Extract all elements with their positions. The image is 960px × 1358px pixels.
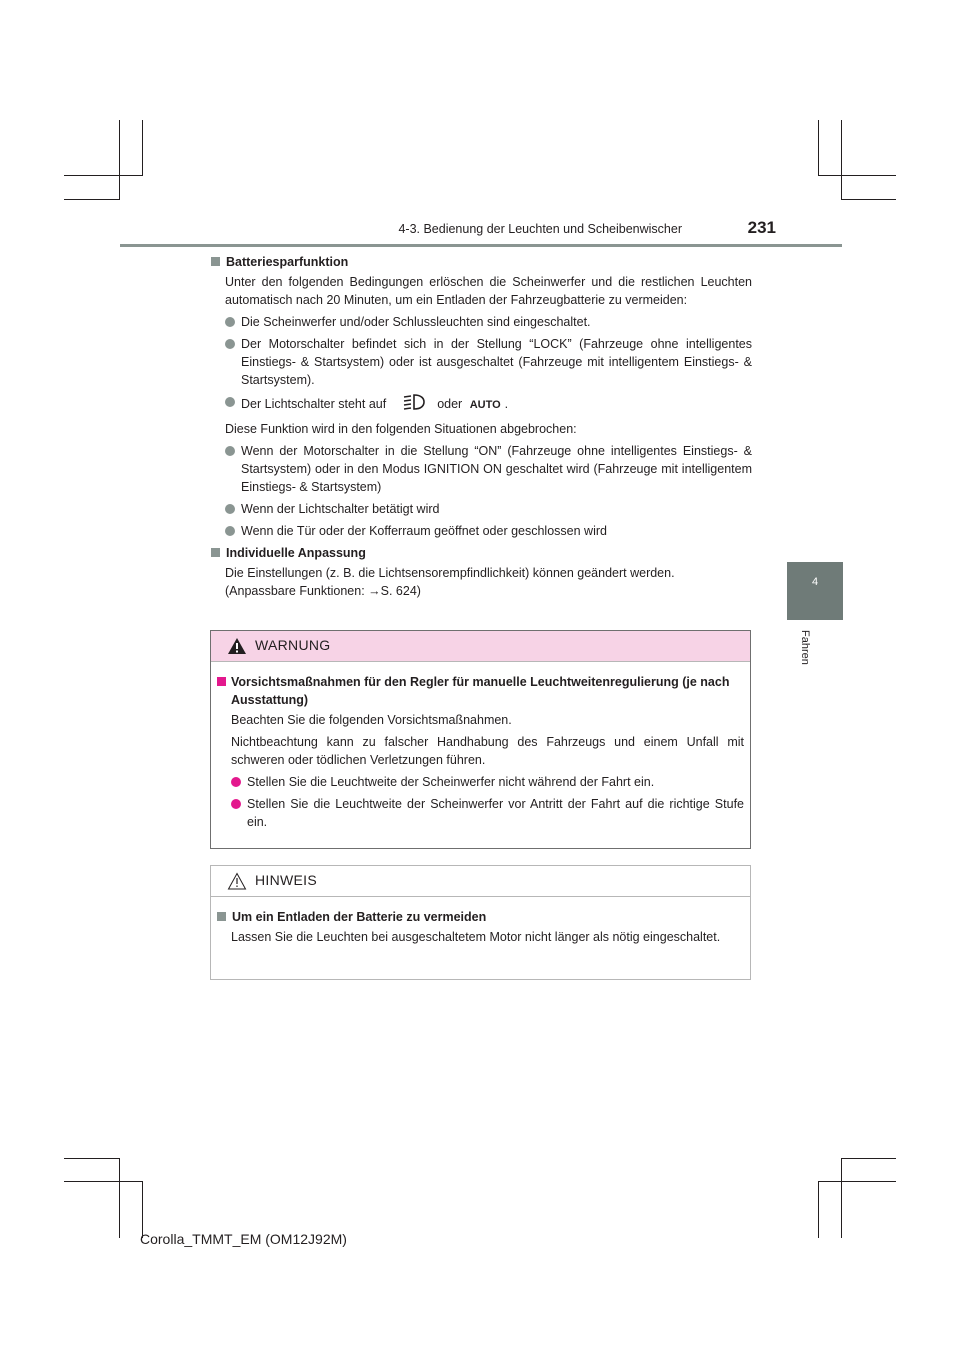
square-bullet-icon	[217, 677, 226, 686]
warning-consequence: Nichtbeachtung kann zu falscher Handhabung des Fahrzeugs und einem Unfall mit schweren oder tödlichen Verletzungen führen.	[231, 735, 744, 767]
crop-mark	[818, 1181, 896, 1182]
battery-saver-intro: Unter den folgenden Bedingungen erlöschen die Scheinwerfer und die restlichen Leuchten automatisch nach 20 Minuten, um ein Entladen der Fahrzeugbatterie zu vermeiden:	[225, 275, 752, 307]
square-bullet-icon	[217, 912, 226, 921]
crop-mark	[119, 1158, 120, 1238]
section-title: 4-3. Bedienung der Leuchten und Scheibenwischer	[398, 222, 682, 236]
battery-saver-heading: Batteriesparfunktion	[211, 253, 752, 271]
crop-mark	[818, 1181, 819, 1238]
crop-mark	[818, 120, 819, 176]
crop-mark	[841, 199, 896, 200]
list-item: Wenn der Motorschalter in die Stellung “ON” (Fahrzeuge ohne intelligentes Einstiegs- & Startsystem) oder in den Modus IGNITION ON geschaltet wird (Fahrzeuge mit intelligentem Einstiegs- & Startsystem)	[211, 442, 752, 496]
chapter-tab	[787, 562, 843, 620]
bullet-icon	[231, 777, 241, 787]
crop-mark	[818, 175, 896, 176]
bullet-icon	[225, 317, 235, 327]
page-number: 231	[747, 218, 776, 237]
caution-triangle-icon	[227, 872, 247, 895]
bullet-icon	[225, 446, 235, 456]
chapter-number: 4	[811, 576, 819, 588]
customization-heading: Individuelle Anpassung	[211, 544, 752, 562]
list-item: Die Scheinwerfer und/oder Schlussleuchten sind eingeschaltet.	[211, 313, 752, 331]
notice-heading: Um ein Entladen der Batterie zu vermeiden	[217, 908, 744, 926]
warning-intro: Beachten Sie die folgenden Vorsichtsmaßnahmen.	[231, 713, 512, 727]
footer-text: Corolla_TMMT_EM (OM12J92M)	[140, 1231, 347, 1247]
notice-title: HINWEIS	[255, 872, 317, 888]
bullet-icon	[231, 799, 241, 809]
warning-title: WARNUNG	[255, 637, 331, 653]
main-content	[211, 253, 752, 600]
crop-mark	[64, 175, 143, 176]
customization-text: Die Einstellungen (z. B. die Lichtsensorempfindlichkeit) können geändert werden.	[225, 566, 675, 580]
bullet-icon	[225, 339, 235, 349]
list-item: Wenn die Tür oder der Kofferraum geöffnet oder geschlossen wird	[211, 522, 752, 540]
notice-box	[210, 865, 751, 980]
bullet-icon	[225, 526, 235, 536]
list-item: Der Lichtschalter steht auf oder AUTO .	[211, 393, 752, 416]
crop-mark	[142, 120, 143, 176]
cancel-intro: Diese Funktion wird in den folgenden Situationen abgebrochen:	[225, 422, 577, 436]
crop-mark	[142, 1181, 143, 1238]
square-bullet-icon	[211, 548, 220, 557]
crop-mark	[119, 120, 120, 200]
bullet-icon	[225, 504, 235, 514]
list-item: Der Motorschalter befindet sich in der Stellung “LOCK” (Fahrzeuge ohne intelligentes Einstiegs- & Startsystem) oder ist ausgeschaltet (Fahrzeuge mit intelligentem Einstiegs- & Startsystem).	[211, 335, 752, 389]
square-bullet-icon	[211, 257, 220, 266]
crop-mark	[841, 1158, 842, 1238]
crop-mark	[64, 1181, 143, 1182]
headlight-icon	[402, 393, 426, 416]
list-item: Wenn der Lichtschalter betätigt wird	[211, 500, 752, 518]
list-item: Stellen Sie die Leuchtweite der Scheinwerfer vor Antritt der Fahrt auf die richtige Stufe ein.	[217, 795, 744, 831]
auto-icon: AUTO	[469, 399, 501, 411]
crop-mark	[64, 1158, 120, 1159]
crop-mark	[841, 1158, 896, 1159]
customization-reference: (Anpassbare Funktionen: →S. 624)	[225, 584, 421, 598]
chapter-name: Fahren	[799, 630, 811, 665]
warning-body	[217, 673, 744, 831]
notice-text: Lassen Sie die Leuchten bei ausgeschaltetem Motor nicht länger als nötig eingeschaltet.	[231, 930, 721, 944]
warning-triangle-icon	[227, 637, 247, 660]
header-rule	[120, 244, 842, 247]
bullet-icon	[225, 397, 235, 407]
warning-heading: Vorsichtsmaßnahmen für den Regler für manuelle Leuchtweitenregulierung (je nach Ausstattung)	[217, 673, 744, 709]
crop-mark	[64, 199, 120, 200]
list-item: Stellen Sie die Leuchtweite der Scheinwerfer nicht während der Fahrt ein.	[217, 773, 744, 791]
crop-mark	[841, 120, 842, 200]
notice-body	[217, 908, 744, 946]
warning-box	[210, 630, 751, 849]
